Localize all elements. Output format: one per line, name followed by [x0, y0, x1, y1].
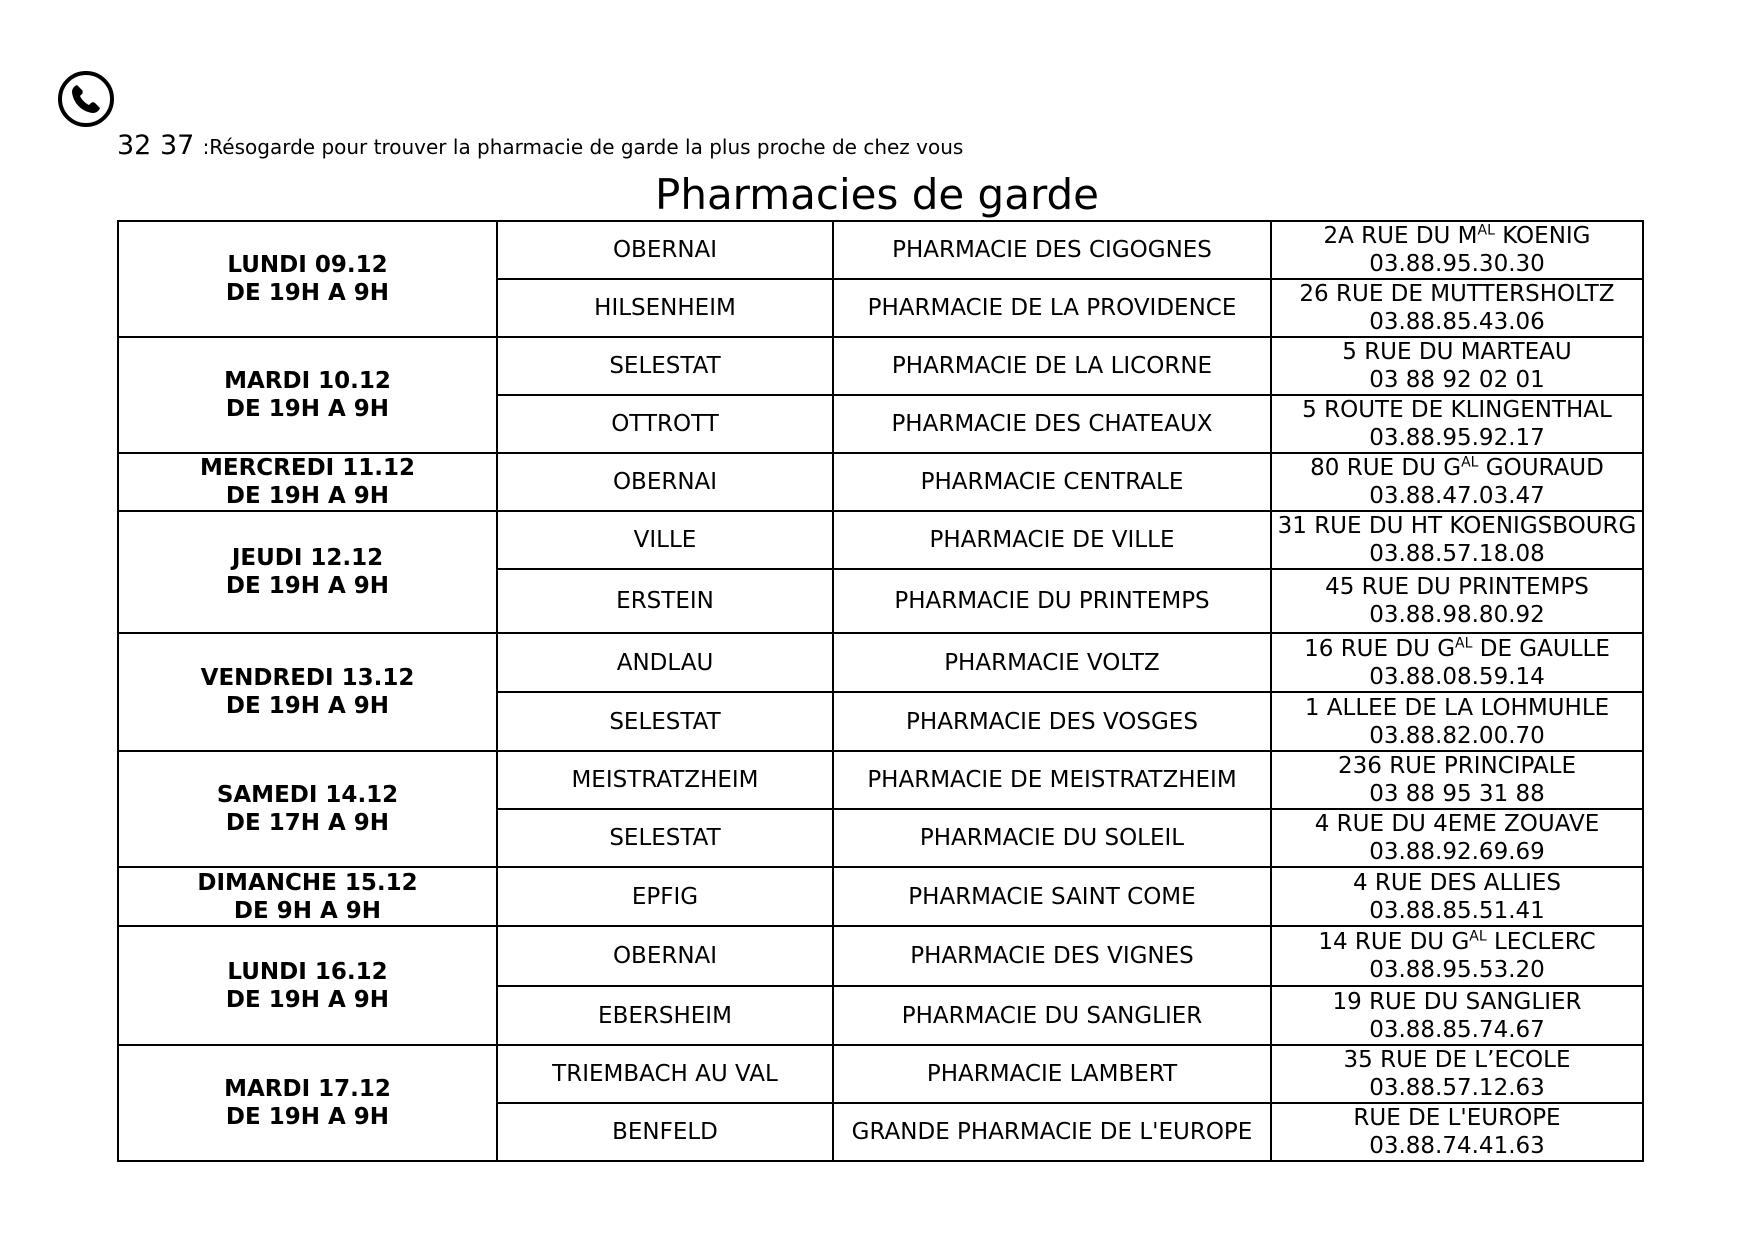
phone-number: 03.88.85.51.41 — [1369, 897, 1545, 924]
pharmacy-name: PHARMACIE DE VILLE — [929, 527, 1175, 553]
pharmacy-name-cell — [833, 809, 1271, 867]
address-text: 14 RUE DU G — [1318, 929, 1470, 955]
address-cell — [1271, 926, 1643, 986]
address-superscript: AL — [1455, 634, 1473, 651]
address-text: 1 ALLEE DE LA LOHMUHLE — [1304, 694, 1610, 721]
address — [1272, 810, 1642, 838]
pharmacy-name-cell — [833, 337, 1271, 395]
pharmacy-name: PHARMACIE DES CHATEAUX — [891, 411, 1213, 437]
pharmacy-name-cell — [833, 986, 1271, 1045]
town-cell — [497, 986, 833, 1045]
town: VILLE — [633, 527, 697, 553]
town-cell — [497, 279, 833, 337]
phone-number: 03.88.08.59.14 — [1369, 663, 1545, 690]
address-text: 80 RUE DU G — [1310, 455, 1462, 481]
address — [1272, 1046, 1642, 1074]
address-cell — [1271, 867, 1643, 926]
address-cell — [1271, 453, 1643, 511]
address — [1272, 1104, 1642, 1132]
day-cell — [118, 867, 497, 926]
town: EBERSHEIM — [598, 1002, 732, 1029]
schedule-body — [118, 221, 1643, 1161]
address-text: 4 RUE DU 4EME ZOUAVE — [1314, 811, 1600, 837]
town: ANDLAU — [616, 649, 714, 676]
town-cell — [497, 569, 833, 633]
pharmacy-name: PHARMACIE DU SANGLIER — [901, 1002, 1203, 1029]
pharmacy-name-cell — [833, 395, 1271, 453]
pharmacy-name: PHARMACIE DES VIGNES — [910, 943, 1194, 969]
phone-number: 03.88.74.41.63 — [1369, 1133, 1545, 1159]
pharmacy-name-cell — [833, 279, 1271, 337]
address-text-rest: LECLERC — [1486, 929, 1596, 955]
town-cell — [497, 867, 833, 926]
pharmacy-name: GRANDE PHARMACIE DE L'EUROPE — [851, 1119, 1253, 1145]
day-hours: DE 19H A 9H — [225, 693, 390, 719]
town: OTTROTT — [611, 411, 719, 437]
phone-number: 03.88.85.43.06 — [1369, 309, 1545, 335]
pharmacy-name-cell — [833, 1045, 1271, 1103]
address-text: 45 RUE DU PRINTEMPS — [1325, 574, 1589, 600]
phone-number: 03.88.95.53.20 — [1369, 957, 1545, 983]
town: MEISTRATZHEIM — [571, 767, 759, 793]
town-cell — [497, 633, 833, 692]
day-label: LUNDI 16.12 — [227, 958, 388, 985]
address-cell — [1271, 986, 1643, 1045]
town: OBERNAI — [612, 237, 718, 263]
day-label: DIMANCHE 15.12 — [197, 869, 418, 896]
address-cell — [1271, 511, 1643, 569]
pharmacy-name: PHARMACIE LAMBERT — [926, 1061, 1178, 1087]
address-text-rest: GOURAUD — [1478, 455, 1604, 481]
day-hours: DE 19H A 9H — [225, 1104, 390, 1130]
day-label: SAMEDI 14.12 — [216, 782, 399, 808]
address — [1272, 752, 1642, 780]
pharmacy-name: PHARMACIE DE LA PROVIDENCE — [867, 295, 1237, 321]
phone-number: 03.88.57.12.63 — [1369, 1075, 1545, 1101]
day-hours: DE 19H A 9H — [225, 483, 390, 509]
address-text: 16 RUE DU G — [1304, 635, 1456, 662]
town-cell — [497, 337, 833, 395]
town: TRIEMBACH AU VAL — [552, 1061, 778, 1087]
address-text: 236 RUE PRINCIPALE — [1337, 753, 1577, 779]
town: OBERNAI — [612, 943, 718, 969]
phone-number: 03.88.82.00.70 — [1369, 722, 1545, 749]
town-cell — [497, 395, 833, 453]
address-superscript: AL — [1477, 222, 1495, 239]
pharmacy-name-cell — [833, 692, 1271, 751]
town-cell — [497, 926, 833, 986]
phone-number: 03 88 92 02 01 — [1369, 367, 1545, 393]
address-cell — [1271, 1045, 1643, 1103]
pharmacy-name-cell — [833, 221, 1271, 279]
town-cell — [497, 692, 833, 751]
pharmacy-name: PHARMACIE CENTRALE — [920, 469, 1184, 495]
address-text-rest: DE GAULLE — [1472, 635, 1610, 662]
address — [1272, 222, 1642, 250]
address-cell — [1271, 221, 1643, 279]
table-row — [118, 926, 1643, 986]
pharmacy-name: PHARMACIE VOLTZ — [944, 649, 1160, 676]
day-cell — [118, 751, 497, 867]
phone-number: 03 88 95 31 88 — [1369, 781, 1545, 807]
day-hours: DE 9H A 9H — [233, 897, 382, 924]
address-text: 5 RUE DU MARTEAU — [1342, 339, 1572, 365]
pharmacy-name-cell — [833, 511, 1271, 569]
hotline-note — [117, 130, 963, 163]
day-hours: DE 19H A 9H — [225, 396, 390, 422]
day-cell — [118, 221, 497, 337]
address-text: 31 RUE DU HT KOENIGSBOURG — [1277, 513, 1637, 539]
day-cell — [118, 1045, 497, 1161]
phone-number: 03.88.98.80.92 — [1369, 602, 1545, 628]
address-superscript: AL — [1469, 928, 1487, 945]
day-cell — [118, 633, 497, 751]
address — [1272, 338, 1642, 366]
town: BENFELD — [612, 1119, 718, 1145]
address — [1272, 869, 1642, 897]
town-cell — [497, 809, 833, 867]
town: EPFIG — [631, 883, 699, 910]
address — [1272, 988, 1642, 1016]
town: OBERNAI — [612, 469, 718, 495]
day-label: LUNDI 09.12 — [227, 252, 388, 278]
day-hours: DE 19H A 9H — [225, 280, 390, 306]
address-cell — [1271, 569, 1643, 633]
address-cell — [1271, 395, 1643, 453]
hotline-number: 32 37 — [117, 130, 195, 161]
table-row — [118, 453, 1643, 511]
phone-number: 03.88.85.74.67 — [1369, 1016, 1545, 1043]
town-cell — [497, 1045, 833, 1103]
address — [1272, 635, 1642, 663]
pharmacy-name: PHARMACIE DU PRINTEMPS — [894, 588, 1210, 614]
address-cell — [1271, 337, 1643, 395]
town-cell — [497, 1103, 833, 1161]
town: SELESTAT — [609, 353, 721, 379]
address-text: 4 RUE DES ALLIES — [1352, 869, 1562, 896]
address-cell — [1271, 809, 1643, 867]
phone-number: 03.88.47.03.47 — [1369, 483, 1545, 509]
day-cell — [118, 926, 497, 1045]
address — [1272, 396, 1642, 424]
pharmacy-name: PHARMACIE DES VOSGES — [906, 708, 1198, 735]
table-row — [118, 867, 1643, 926]
phone-number: 03.88.57.18.08 — [1369, 541, 1545, 567]
address — [1272, 512, 1642, 540]
address-text: RUE DE L'EUROPE — [1353, 1105, 1561, 1131]
day-hours: DE 19H A 9H — [225, 986, 390, 1013]
table-row — [118, 633, 1643, 692]
town: SELESTAT — [609, 708, 721, 735]
pharmacy-name-cell — [833, 751, 1271, 809]
town-cell — [497, 453, 833, 511]
table-row — [118, 221, 1643, 279]
pharmacy-name-cell — [833, 926, 1271, 986]
address-text: 2A RUE DU M — [1323, 223, 1478, 249]
address-cell — [1271, 1103, 1643, 1161]
table-row — [118, 751, 1643, 809]
phone-number: 03.88.95.30.30 — [1369, 251, 1545, 277]
address-text: 5 ROUTE DE KLINGENTHAL — [1302, 397, 1612, 423]
day-label: VENDREDI 13.12 — [200, 665, 415, 691]
pharmacy-name-cell — [833, 1103, 1271, 1161]
address-text: 19 RUE DU SANGLIER — [1332, 988, 1582, 1015]
day-label: JEUDI 12.12 — [231, 545, 384, 571]
day-cell — [118, 511, 497, 633]
address-text: 35 RUE DE L’ECOLE — [1343, 1047, 1571, 1073]
address-text: 26 RUE DE MUTTERSHOLTZ — [1299, 281, 1615, 307]
pharmacy-name: PHARMACIE SAINT COME — [908, 883, 1196, 910]
phone-icon — [57, 70, 115, 128]
address — [1272, 280, 1642, 308]
pharmacy-name-cell — [833, 633, 1271, 692]
address-superscript: AL — [1461, 454, 1479, 471]
address-cell — [1271, 751, 1643, 809]
day-cell — [118, 453, 497, 511]
address-cell — [1271, 279, 1643, 337]
day-label: MERCREDI 11.12 — [199, 455, 416, 481]
day-label: MARDI 17.12 — [224, 1076, 391, 1102]
town-cell — [497, 511, 833, 569]
address-text-rest: KOENIG — [1494, 223, 1591, 249]
pharmacy-name: PHARMACIE DU SOLEIL — [919, 825, 1185, 851]
table-row — [118, 337, 1643, 395]
town: HILSENHEIM — [594, 295, 736, 321]
town-cell — [497, 751, 833, 809]
hotline-description: :Résogarde pour trouver la pharmacie de garde la plus proche de chez vous — [202, 135, 964, 159]
pharmacy-name: PHARMACIE DES CIGOGNES — [892, 237, 1212, 263]
address — [1272, 694, 1642, 722]
phone-number: 03.88.92.69.69 — [1369, 839, 1545, 865]
address-cell — [1271, 692, 1643, 751]
address — [1272, 928, 1642, 956]
day-hours: DE 19H A 9H — [225, 573, 390, 599]
pharmacy-name-cell — [833, 569, 1271, 633]
pharmacy-schedule-table — [117, 220, 1644, 1162]
town: SELESTAT — [609, 825, 721, 851]
address — [1272, 573, 1642, 601]
page-title: Pharmacies de garde — [655, 170, 1099, 219]
phone-number: 03.88.95.92.17 — [1369, 425, 1545, 451]
address-cell — [1271, 633, 1643, 692]
day-cell — [118, 337, 497, 453]
day-hours: DE 17H A 9H — [225, 810, 390, 836]
day-label: MARDI 10.12 — [224, 368, 391, 394]
pharmacy-name: PHARMACIE DE MEISTRATZHEIM — [867, 767, 1237, 793]
pharmacy-name-cell — [833, 867, 1271, 926]
pharmacy-name-cell — [833, 453, 1271, 511]
town-cell — [497, 221, 833, 279]
table-row — [118, 511, 1643, 569]
pharmacy-name: PHARMACIE DE LA LICORNE — [891, 353, 1213, 379]
address — [1272, 454, 1642, 482]
table-row — [118, 1045, 1643, 1103]
town: ERSTEIN — [616, 588, 714, 614]
